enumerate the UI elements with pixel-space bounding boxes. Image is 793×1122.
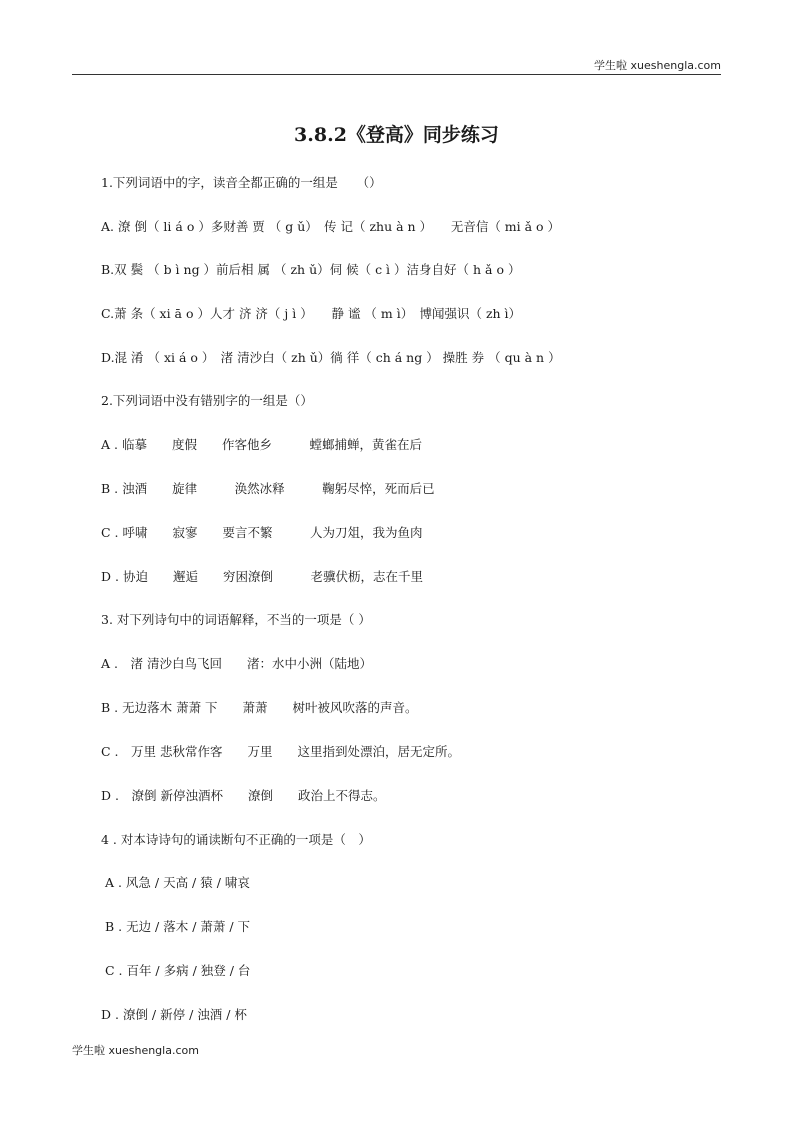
question-4-option-c: C . 百年 / 多病 / 独登 / 台 [101,963,251,978]
question-4-stem: 4 . 对本诗诗句的诵读断句不正确的一项是（ ） [101,832,371,847]
header-site-text: 学生啦 xueshengla.com [594,59,721,72]
page-header [72,56,721,75]
question-2-option-a: A . 临摹 度假 作客他乡 螳螂捕蝉，黄雀在后 [101,437,422,452]
document-title: 3.8.2《登高》同步练习 [294,124,499,146]
question-1-option-a: A. 潦 倒（ li á o ）多财善 贾 （ g ǔ） 传 记（ zhu à n ） 无音信（ mi ǎ o ） [101,219,561,234]
footer-site-text: 学生啦 xueshengla.com [72,1044,199,1057]
question-4-option-a: A . 风急 / 天高 / 猿 / 啸哀 [101,875,250,890]
question-2-stem: 2.下列词语中没有错别字的一组是（） [101,393,313,408]
question-1-option-c: C.萧 条（ xi ā o ）人才 济 济（ j ì ） 静 谧 （ m ì） 博闻强识（ zh ì） [101,306,522,321]
question-3-option-c: C . 万里 悲秋常作客 万里 这里指到处漂泊，居无定所。 [101,744,460,759]
question-3-option-d: D . 潦倒 新停浊酒杯 潦倒 政治上不得志。 [101,788,386,803]
question-1-option-b: B.双 鬓 （ b ì ng ）前后相 属 （ zh ǔ）伺 候（ c ì ）洁身自好（ h ǎ o ） [101,262,521,277]
question-3-stem: 3. 对下列诗句中的词语解释，不当的一项是（ ） [101,612,371,627]
question-2-option-b: B . 浊酒 旋律 涣然冰释 鞠躬尽悴，死而后已 [101,481,435,496]
question-1-option-d: D.混 淆 （ xi á o ） 渚 清沙白（ zh ǔ）徜 徉（ ch á ng ） 操胜 券 （ qu à n ） [101,350,561,365]
question-4-option-d: D . 潦倒 / 新停 / 浊酒 / 杯 [101,1007,247,1022]
question-3-option-b: B . 无边落木 萧萧 下 萧萧 树叶被风吹落的声音。 [101,700,418,715]
question-1-stem: 1.下列词语中的字，读音全都正确的一组是 （） [101,175,382,190]
question-4-option-b: B . 无边 / 落木 / 萧萧 / 下 [101,919,251,934]
question-2-option-d: D . 协迫 邂逅 穷困潦倒 老骥伏枥，志在千里 [101,569,423,584]
question-3-option-a: A . 渚 清沙白鸟飞回 渚：水中小洲（陆地） [101,656,372,671]
question-2-option-c: C . 呼啸 寂寥 要言不繁 人为刀俎，我为鱼肉 [101,525,423,540]
